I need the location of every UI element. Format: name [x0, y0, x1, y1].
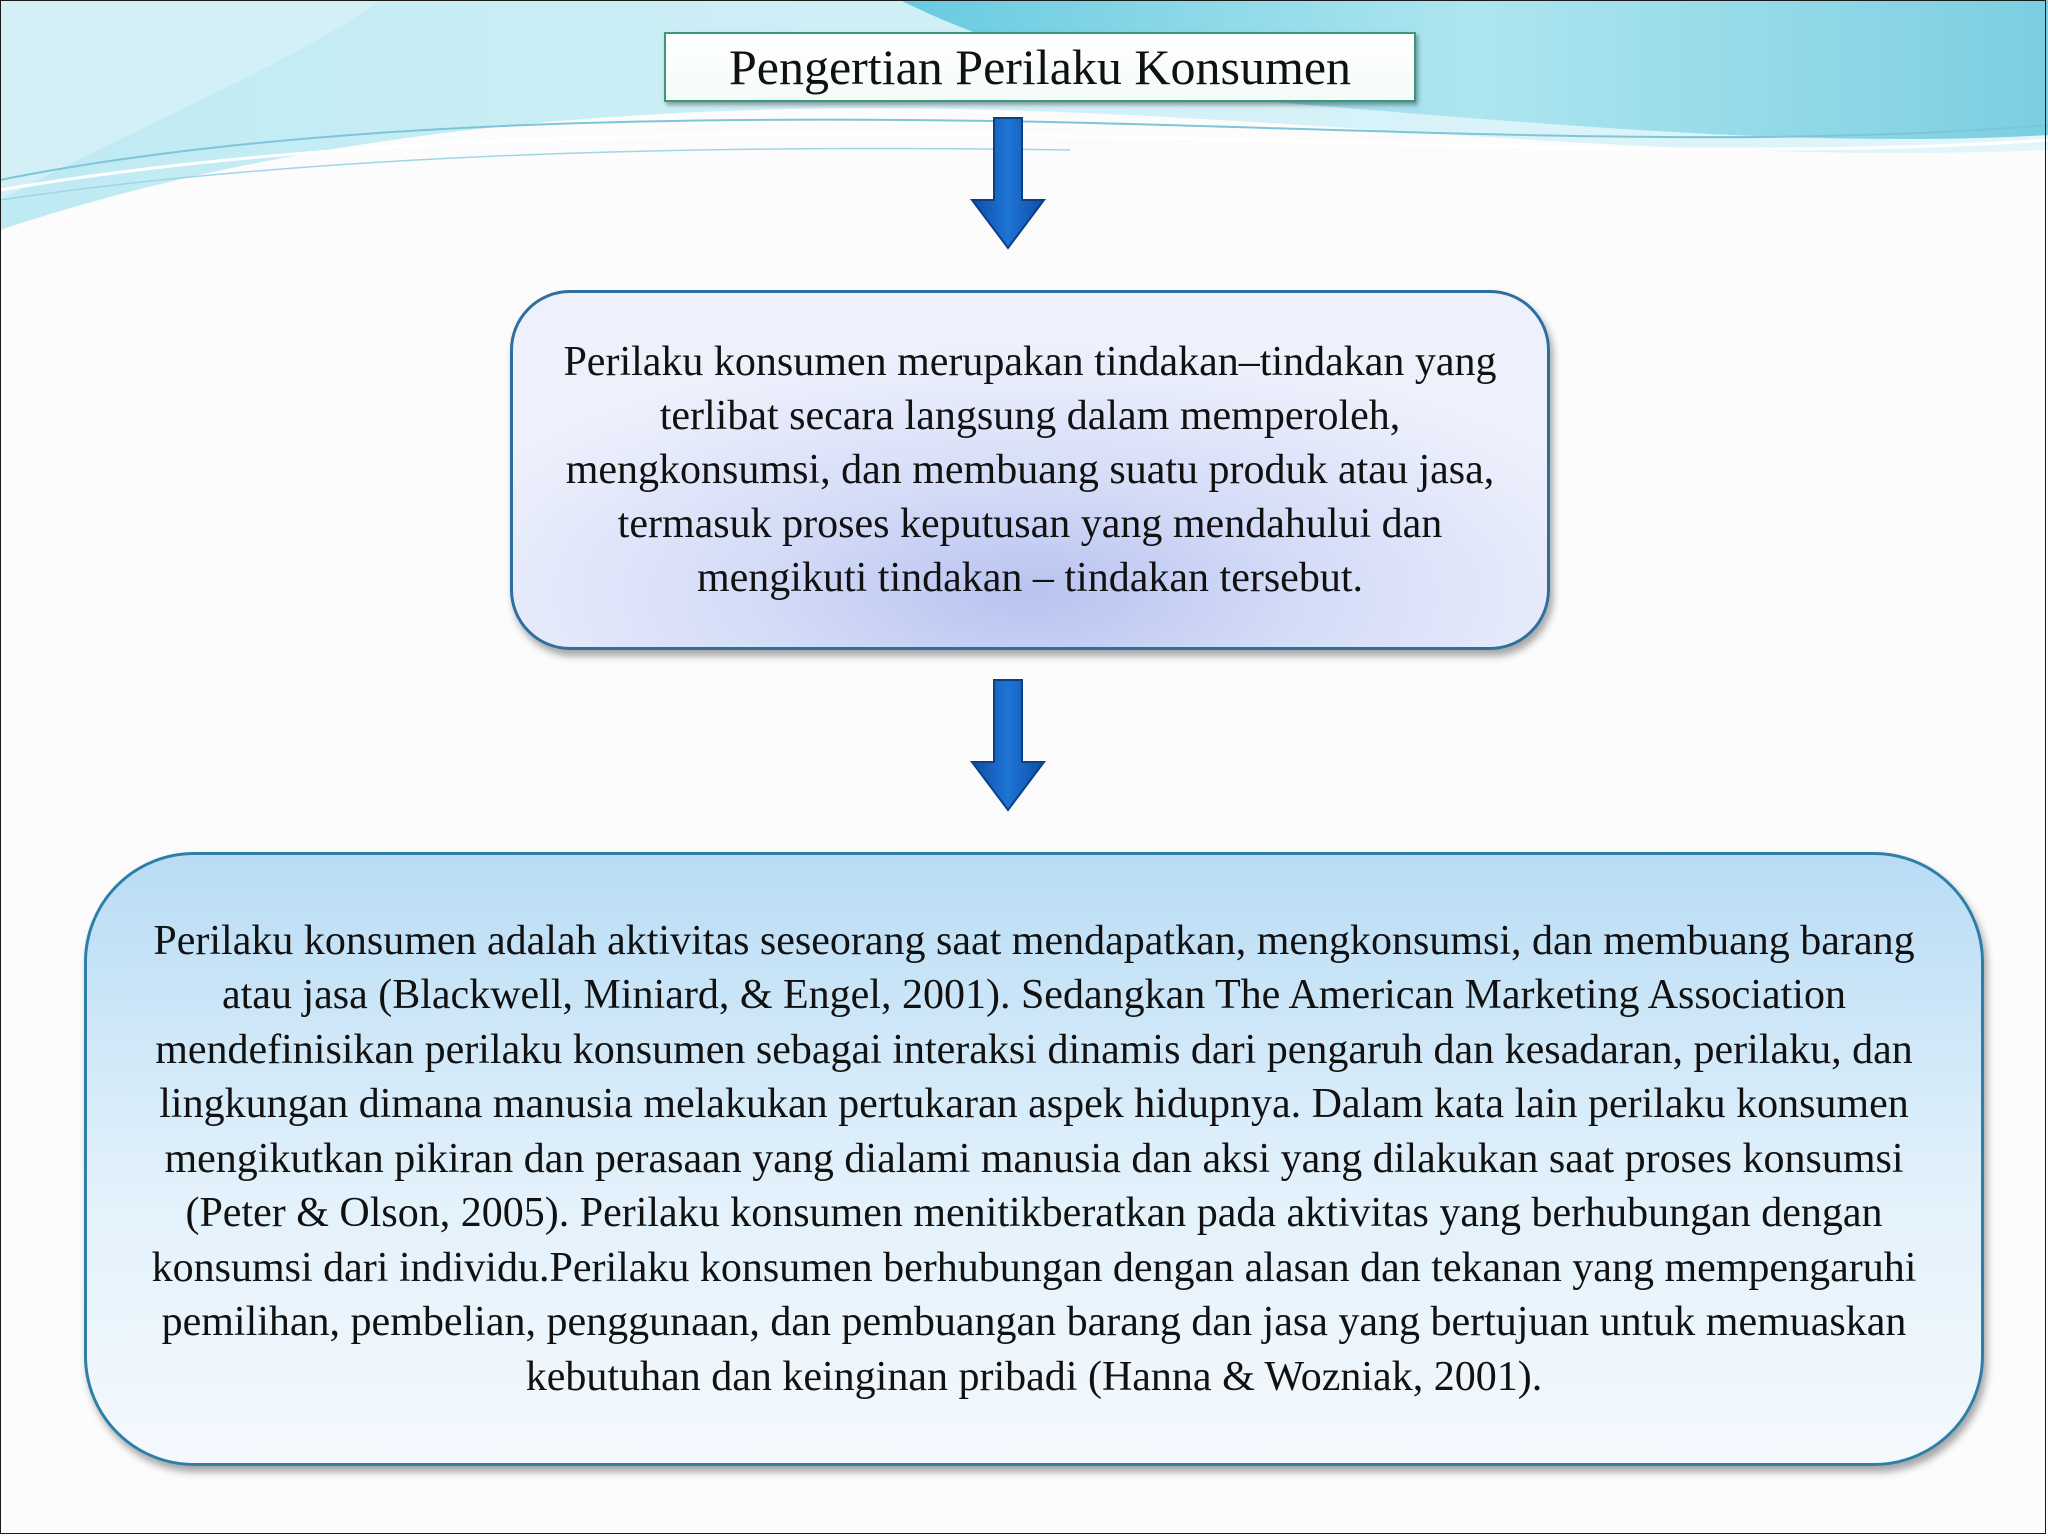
page-title: Pengertian Perilaku Konsumen [664, 32, 1416, 102]
definition-box-1 [510, 290, 1550, 650]
arrow-down-icon [968, 678, 1048, 814]
arrow-down-icon [968, 116, 1048, 252]
definition-box-2 [84, 852, 1984, 1466]
definition-text-2: Perilaku konsumen adalah aktivitas seseorang saat mendapatkan, mengkonsumsi, dan membuang barang atau jasa (Blackwell, Miniard, & Engel, 2001). Sedangkan The American Marketing Association mendefinisikan perilaku konsumen sebagai interaksi dinamis dari pengaruh dan kesadaran, perilaku, dan lingkungan dimana manusia melakukan pertukaran aspek hidupnya. Dalam kata lain perilaku konsumen mengikutkan pikiran dan perasaan yang dialami manusia dan aksi yang dilakukan saat proses konsumsi (Peter & Olson, 2005). Perilaku konsumen menitikberatkan pada aktivitas yang berhubungan dengan konsumsi dari individu.Perilaku konsumen berhubungan dengan alasan dan tekanan yang mempengaruhi pemilihan, pembelian, penggunaan, dan pembuangan barang dan jasa yang bertujuan untuk memuaskan kebutuhan dan keinginan pribadi (Hanna & Wozniak, 2001). [151, 917, 1917, 1400]
definition-text-1: Perilaku konsumen merupakan tindakan–tindakan yang terlibat secara langsung dalam memperoleh, mengkonsumsi, dan membuang suatu produk atau jasa, termasuk proses keputusan yang mendahului dan mengikuti tindakan – tindakan tersebut. [563, 339, 1497, 601]
